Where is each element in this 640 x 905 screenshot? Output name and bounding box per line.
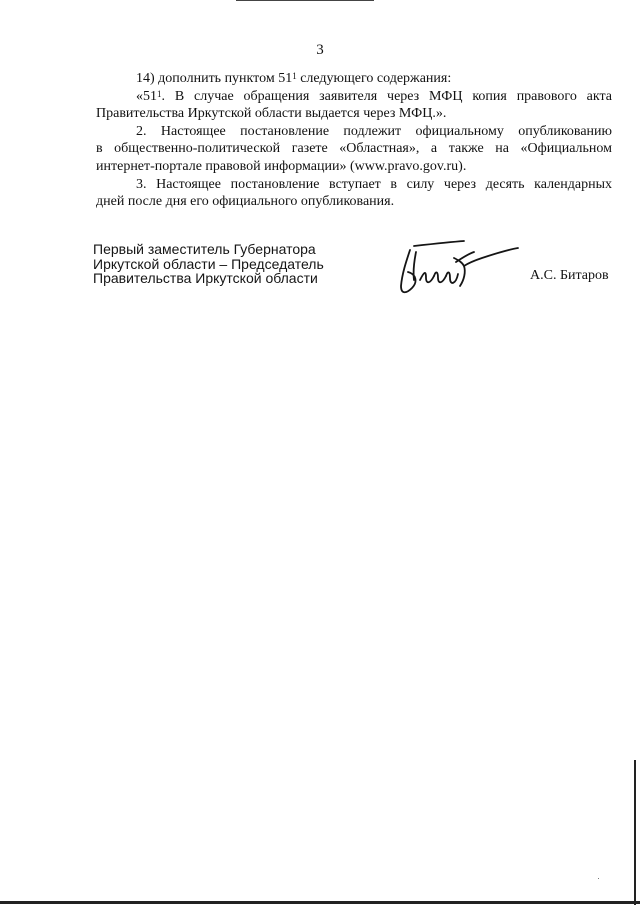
scan-edge-bottom: [0, 901, 640, 904]
point-51-text: «51: [136, 88, 157, 104]
paragraph-2-line2: в общественно-политической газете «Областная», а также на «Официальном: [96, 141, 612, 157]
paragraph-51-line1: [96, 88, 612, 106]
paragraph-3-line2: дней после дня его официального опубликования.: [96, 194, 395, 210]
document-body: [96, 70, 612, 211]
scan-edge-right: [634, 760, 636, 905]
scan-speck: [598, 878, 599, 879]
item-14-superscript: 1: [292, 71, 297, 81]
handwritten-signature: [392, 236, 524, 302]
paragraph-2-line3: интернет-портале правовой информации» (www.pravo.gov.ru).: [96, 158, 467, 174]
position-line-2: Иркутской области – Председатель: [93, 255, 324, 272]
paragraph-2-line1: 2. Настоящее постановление подлежит официальному опубликованию: [136, 123, 612, 139]
point-51-superscript: 1: [157, 88, 162, 99]
position-line-3: Правительства Иркутской области: [93, 270, 318, 287]
item-14-text-end: следующего содержания:: [296, 71, 452, 86]
paragraph-51-line2: Правительства Иркутской области выдается через МФЦ.».: [96, 106, 447, 122]
top-rule: [236, 0, 374, 1]
page-number: 3: [316, 42, 324, 58]
point-51-text-end: . В случае обращения заявителя через МФЦ копия правового акта: [161, 88, 612, 104]
paragraph-item-14: [96, 70, 612, 88]
item-14-text: 14) дополнить пунктом 51: [136, 71, 293, 86]
paragraph-3-line1: 3. Настоящее постановление вступает в силу через десять календарных: [136, 176, 612, 192]
position-line-1: Первый заместитель Губернатора: [93, 241, 316, 257]
signatory-position: [93, 242, 353, 286]
signer-name: А.С. Битаров: [530, 268, 609, 283]
